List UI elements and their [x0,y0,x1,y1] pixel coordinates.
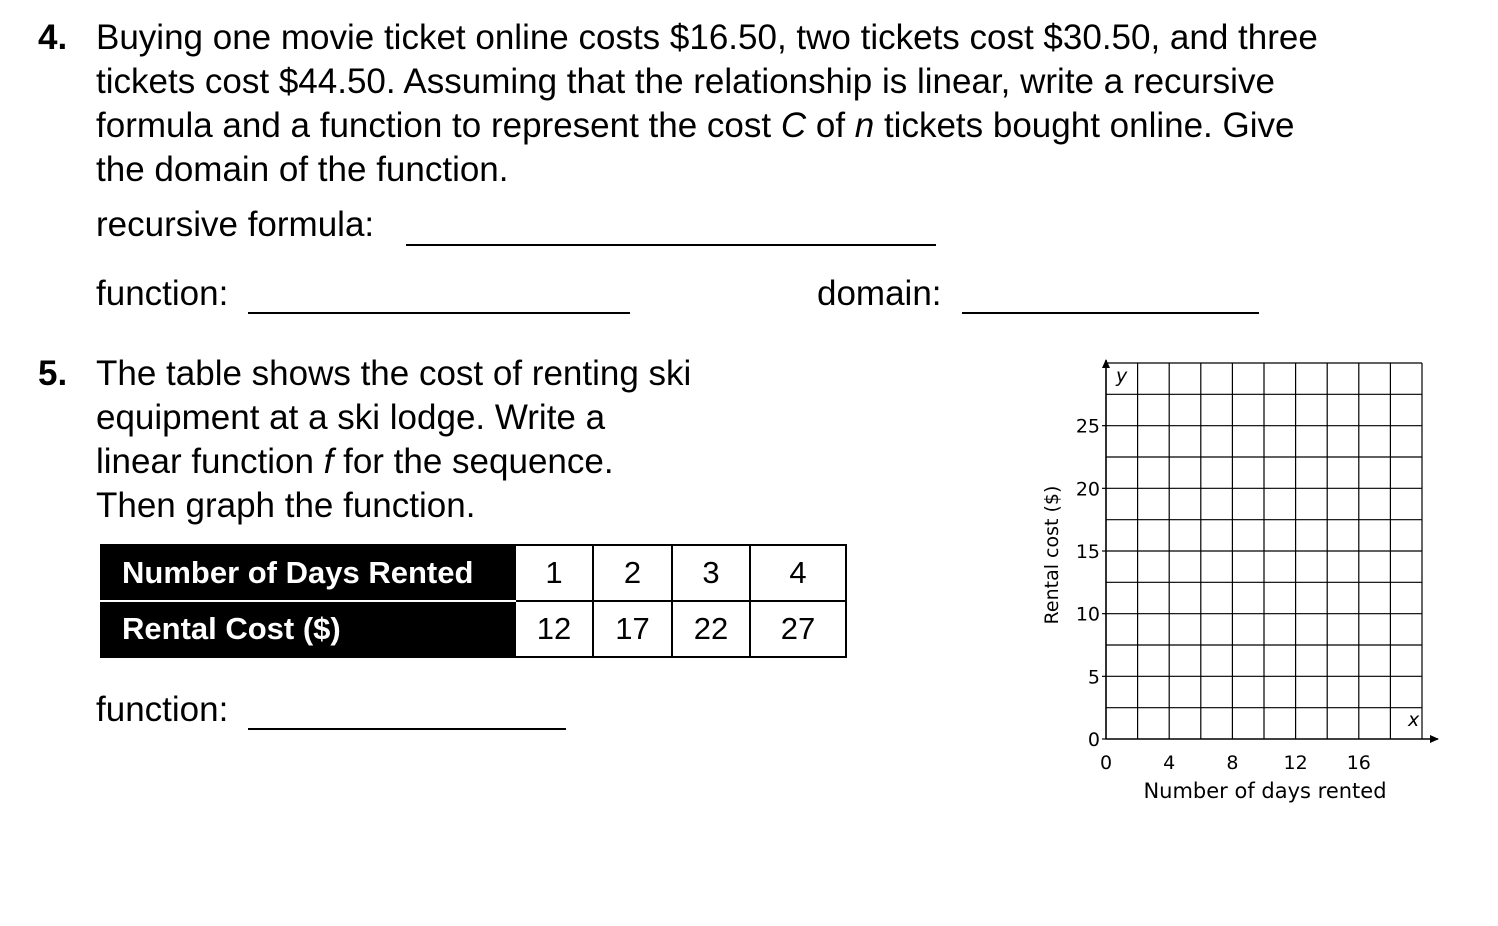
y-tick-label: 25 [1075,415,1100,438]
grid [1106,363,1422,739]
axes [1106,360,1438,739]
q4-var-c: C [780,106,807,145]
days-cell-4: 4 [750,545,846,601]
q4-line-1: Buying one movie ticket online costs $16.50, two tickets cost $30.50, and three [96,18,1318,57]
q5-var-f: f [323,442,334,481]
x-tick-label: 4 [1163,752,1176,774]
cost-cell-2: 17 [593,601,672,657]
q5-function-answer-blank[interactable] [248,694,566,730]
q5-line-4: Then graph the function. [96,486,476,525]
days-cell-1: 1 [515,545,593,601]
y-axis-label: Rental cost ($) [1041,485,1063,625]
q4-var-n: n [854,106,875,145]
q5-line-3-post: for the sequence. [333,442,614,481]
table-row-days [101,545,846,601]
cost-cell-3: 22 [672,601,750,657]
x-tick-label: 8 [1226,752,1239,774]
q4-recursive-answer-blank[interactable] [406,210,936,246]
x-axis-label: Number of days rented [1143,779,1387,803]
q5-line-1: The table shows the cost of renting ski [96,354,692,393]
days-cell-3: 3 [672,545,750,601]
cost-cell-4: 27 [750,601,846,657]
y-axis-letter: y [1116,365,1128,387]
q4-number: 4. [38,18,68,57]
q5-line-2: equipment at a ski lodge. Write a [96,398,606,437]
q4-line-3-pre: formula and a function to represent the cost [96,106,781,145]
q4-function-answer-blank[interactable] [248,278,630,314]
x-tick-label: 12 [1283,752,1308,774]
cost-cell-1: 12 [515,601,593,657]
q4-line-3 [96,104,1294,148]
q5-number: 5. [38,354,68,393]
y-tick-label: 5 [1087,666,1100,689]
y-tick-label: 0 [1087,729,1100,751]
row-header-cost: Rental Cost ($) [101,601,515,657]
q4-line-3-post: tickets bought online. Give [874,106,1295,145]
x-tick-label: 0 [1099,752,1113,774]
rental-table [100,544,847,658]
days-cell-2: 2 [593,545,672,601]
row-header-days: Number of Days Rented [101,545,515,601]
x-tick-label: 16 [1346,752,1371,774]
q5-line-3-pre: linear function [96,442,324,481]
y-tick-label: 15 [1075,541,1100,563]
q4-line-2: tickets cost $44.50. Assuming that the relationship is linear, write a recursive [96,62,1275,101]
y-tick-label: 20 [1075,478,1100,501]
q5-line-3 [96,440,614,484]
x-axis-letter: x [1408,709,1420,731]
q4-domain-label: domain: [817,274,942,313]
q5-function-label: function: [96,690,229,729]
q4-line-3-mid: of [806,106,855,145]
q4-domain-answer-blank[interactable] [962,278,1259,314]
q4-line-4: the domain of the function. [96,150,509,189]
y-tick-label: 10 [1075,603,1100,626]
q4-recursive-label: recursive formula: [96,205,375,244]
rental-graph[interactable] [1020,350,1460,820]
q4-function-label: function: [96,274,229,313]
table-row-cost [101,601,846,657]
